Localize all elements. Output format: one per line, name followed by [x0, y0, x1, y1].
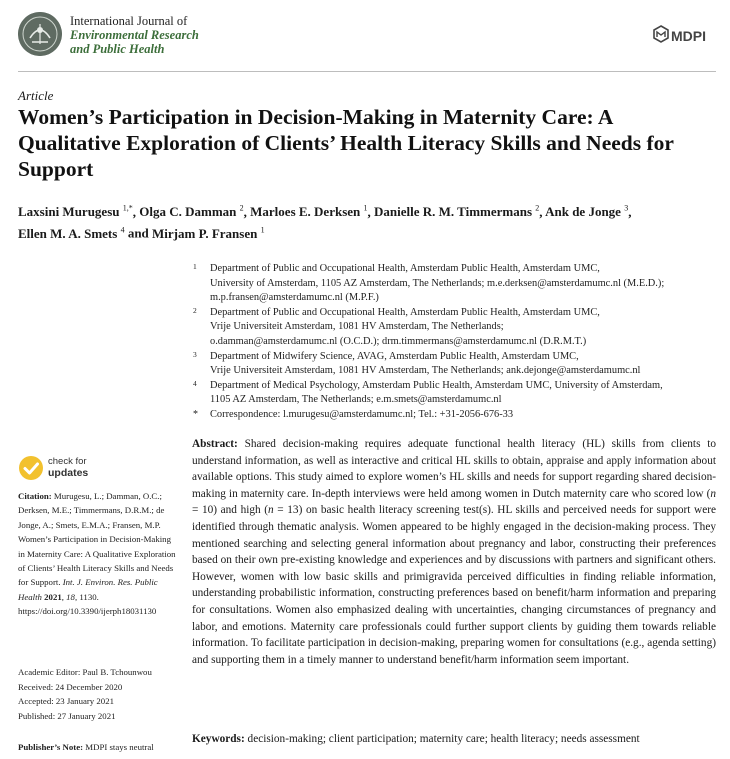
article-title: Women’s Participation in Decision-Making in Maternity Care: A Qualitative Exploration of Clients’ Health Literacy Skills and Needs for Support: [18, 105, 674, 181]
abstract-text-3: = 13) on basic health literacy screening test(s). HL skills and perceived needs for support were identified through thematic analysis. Women appeared to be highly engaged in the decision-making process. They mentioned searching and selecting general information about pregnancy and labor, constructing their preferences based on their own pre-existing knowledge and experiences and by discussions with partners and significant others. However, women with low basic skills and primigravida perceived difficulties in finding reliable information, understanding probabilistic information, constructing preferences based on benefit/harm information and preparing for consultations. Women also emphasized dealing with uncertainties, changing circumstances of pregnancy and labor, and emotions. Maternity care professionals could further support clients by guiding them towards reliable information. To facilitate participation in decision-making, preparing women for consultations (e.g., agenda setting) and supporting them in a timely manner to understand benefit/harm information seem important.: [192, 504, 716, 666]
affiliation-line: Department of Public and Occupational Health, Amsterdam Public Health, Amsterdam UMC,: [210, 306, 600, 318]
accepted-date: Accepted: 23 January 2021: [18, 696, 115, 706]
journal-name-line1: International Journal of: [70, 14, 188, 28]
citation-label: Citation:: [18, 491, 52, 501]
header-divider: [18, 71, 716, 72]
affiliation-line: o.damman@amsterdamumc.nl (O.C.D.); drm.timmermans@amsterdamumc.nl (D.R.M.T.): [210, 335, 587, 347]
author[interactable]: Marloes E. Derksen $^1$: [250, 204, 368, 220]
citation-doi[interactable]: , 1130. https://doi.org/10.3390/ijerph18031130: [18, 591, 157, 617]
affiliation-line: University of Amsterdam, 1105 AZ Amsterdam, The Netherlands; m.e.derksen@amsterdamumc.nl (M.E.D.);: [210, 277, 665, 289]
affiliation-marker: 3: [193, 349, 197, 359]
keywords-label: Keywords:: [192, 733, 245, 745]
citation-volume: 18: [66, 591, 75, 602]
affiliation-4: [190, 379, 720, 408]
affiliation-line: 1105 AZ Amsterdam, The Netherlands; e.m.smets@amsterdamumc.nl: [210, 394, 502, 406]
affiliation-1: [190, 262, 720, 306]
published-date: Published: 27 January 2021: [18, 710, 116, 721]
mdpi-logo-text: MDPI: [671, 28, 706, 44]
abstract-label: Abstract:: [192, 438, 238, 450]
journal-name: [70, 14, 199, 56]
check-updates-icon: [18, 455, 44, 481]
journal-name-line2: Environmental Research: [70, 28, 199, 42]
check-for-updates-button[interactable]: [18, 453, 168, 483]
affiliations: [190, 262, 720, 423]
keywords-text: decision-making; client participation; maternity care; health literacy; needs assessment: [247, 733, 640, 745]
abstract-n-variable: n: [268, 504, 274, 517]
check-updates-line1: check for: [48, 456, 87, 467]
abstract: [192, 436, 716, 668]
affiliation-line: Vrije Universiteit Amsterdam, 1081 HV Amsterdam, The Netherlands; ank.dejonge@amsterdamumc.nl: [210, 365, 641, 377]
author[interactable]: Mirjam P. Fransen $^1$: [152, 225, 265, 241]
author[interactable]: Ellen M. A. Smets $^4$: [18, 225, 125, 241]
author[interactable]: Laxsini Murugesu $^{1,*}$: [18, 204, 133, 220]
abstract-text-1: Shared decision-making requires adequate functional health literacy (HL) skills from clients to understand information, as well as interactive and critical HL skills to obtain, appraise and apply information about available options. This study aimed to explore women’s HL skills and needs for support regarding shared decision-making in maternity care. In-depth interviews were held among women in Dutch maternity care who scored low (: [192, 438, 717, 500]
author[interactable]: Olga C. Damman $^2$: [139, 204, 244, 220]
publisher-note-label: Publisher’s Note:: [18, 742, 84, 752]
citation-block: Citation: Murugesu, L.; Damman, O.C.; Derksen, M.E.; Timmermans, D.R.M.; de Jonge, A.; Smets, E.M.A.; Fransen, M.P. Women’s Participation in Decision-Making in Maternity Care: A Qualitative Exploration of Clients’ Health Literacy Skills and Needs for Support. Int. J. Environ. Res. Public Health 2021, 18, 1130. https://doi.org/10.3390/ijerph18031130: [18, 491, 176, 617]
academic-editor: Academic Editor: Paul B. Tchounwou: [18, 667, 152, 677]
author-list: Laxsini Murugesu $^{1,*}$, Olga C. Damman $^2$, Marloes E. Derksen $^1$, Danielle R. M. Timmermans $^2$, Ank de Jonge $^3$, Ellen M. A. Smets $^4$ and Mirjam P. Fransen $^1$: [18, 204, 632, 241]
affiliation-3: [190, 350, 720, 379]
affiliation-line: m.p.fransen@amsterdamumc.nl (M.P.F.): [210, 292, 379, 304]
affiliation-marker: 4: [193, 378, 197, 388]
citation-year: 2021: [44, 591, 62, 602]
citation-text: Murugesu, L.; Damman, O.C.; Derksen, M.E.; Timmermans, D.R.M.; de Jonge, A.; Smets, E.M.A.; Fransen, M.P. Women’s Participation in Decision-Making in Maternity Care: A Qualitative Exploration of Clients’ Health Literacy Skills and Needs for Support.: [18, 491, 176, 588]
keywords: [192, 731, 716, 747]
publisher-note-text: MDPI stays neutral: [85, 742, 154, 752]
affiliation-line: Vrije Universiteit Amsterdam, 1081 HV Amsterdam, The Netherlands;: [210, 321, 504, 333]
article-type: Article: [18, 88, 54, 103]
affiliation-2: [190, 306, 720, 350]
correspondence: [190, 408, 720, 423]
author[interactable]: Danielle R. M. Timmermans $^2$: [374, 204, 540, 220]
abstract-n-variable: n: [710, 487, 716, 500]
journal-name-line3: and Public Health: [70, 42, 165, 56]
article-dates: [18, 665, 178, 723]
journal-emblem-icon: [18, 12, 62, 56]
affiliation-line: Department of Midwifery Science, AVAG, Amsterdam Public Health, Amsterdam UMC,: [210, 350, 579, 362]
check-updates-line2: updates: [48, 467, 89, 479]
author[interactable]: Ank de Jonge $^3$: [545, 204, 629, 220]
correspondence-marker: *: [193, 408, 198, 420]
mdpi-logo-icon: [652, 24, 716, 52]
affiliation-marker: 2: [193, 305, 197, 315]
affiliation-marker: 1: [193, 262, 197, 271]
mdpi-logo: [652, 24, 716, 52]
received-date: Received: 24 December 2020: [18, 681, 123, 692]
correspondence-line[interactable]: Correspondence: l.murugesu@amsterdamumc.nl; Tel.: +31-2056-676-33: [210, 408, 514, 420]
journal-logo: [18, 12, 62, 56]
citation-journal: Int. J. Environ. Res. Public Health: [18, 577, 158, 602]
affiliation-line: Department of Medical Psychology, Amsterdam Public Health, Amsterdam UMC, University of Amsterdam,: [210, 379, 663, 391]
affiliation-line: Department of Public and Occupational Health, Amsterdam Public Health, Amsterdam UMC,: [210, 263, 600, 274]
abstract-text-2: = 10) and high (: [192, 504, 269, 517]
publisher-note: [18, 742, 178, 752]
